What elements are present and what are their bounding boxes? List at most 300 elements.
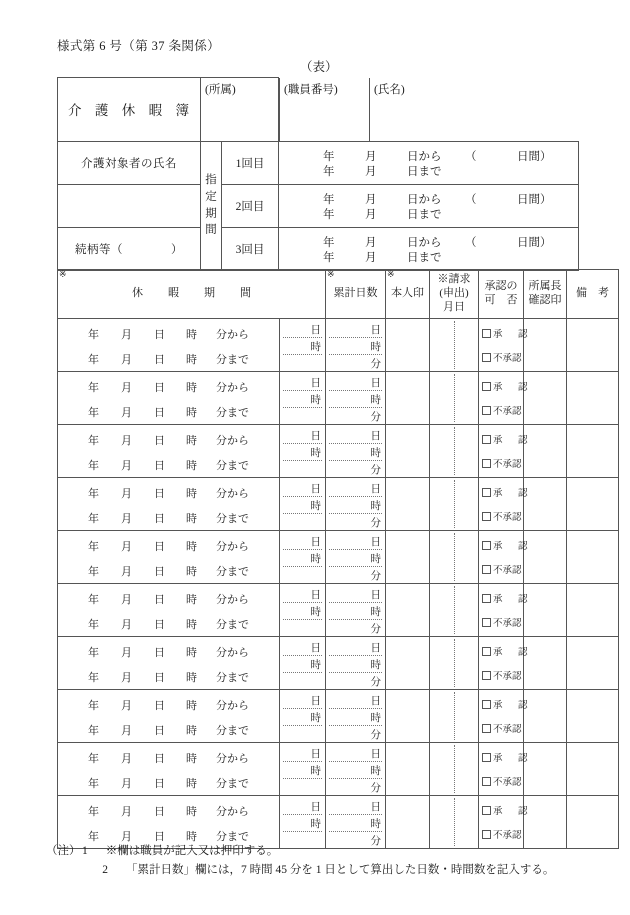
header-cumulative-days (326, 270, 386, 319)
request-date-cell[interactable] (430, 584, 479, 637)
mark-asterisk-seal: ※ (387, 269, 395, 279)
checkbox-icon[interactable] (482, 435, 491, 444)
cumulative-divider-1 (329, 390, 382, 391)
row-to-year: 年 (88, 831, 99, 843)
cumulative-unit-day: 日 (370, 696, 381, 707)
checkbox-icon[interactable] (482, 724, 491, 733)
cumulative-unit-day: 日 (370, 749, 381, 760)
leave-period-cell[interactable] (58, 372, 280, 425)
occ2-from-year: 年 (323, 193, 335, 206)
cumulative-days-cell[interactable] (326, 690, 386, 743)
row-from-hour: 時 (186, 594, 197, 606)
checkbox-icon[interactable] (482, 700, 491, 709)
approve-checkbox-row[interactable] (482, 594, 531, 606)
note-1-text: ※欄は職員が記入又は押印する。 (105, 845, 279, 857)
duration-unit-hour: 時 (310, 713, 321, 724)
approval-cell[interactable] (479, 478, 531, 531)
care-target-name-input[interactable] (58, 184, 201, 227)
remarks-cell[interactable] (567, 319, 619, 372)
duration-unit-hour: 時 (310, 819, 321, 830)
row-to-year: 年 (88, 619, 99, 631)
note-2 (46, 861, 554, 880)
row-from-minute: 分から (216, 753, 249, 765)
header-approval (479, 270, 524, 319)
cumulative-unit-minute: 分 (370, 412, 381, 423)
mark-asterisk-cumulative: ※ (327, 269, 335, 279)
occurrence-row-2 (58, 184, 579, 227)
occ3-to-month: 月 (365, 251, 377, 264)
approve-checkbox-row[interactable] (482, 541, 531, 553)
row-from-year: 年 (88, 700, 99, 712)
row-to-month: 月 (121, 566, 132, 578)
occ1-paren-open: （ (465, 150, 477, 163)
row-to-hour: 時 (186, 778, 197, 790)
occ3-from-day: 日から (407, 236, 442, 249)
duration-unit-hour: 時 (310, 342, 321, 353)
duration-unit-day: 日 (310, 431, 321, 442)
cumulative-unit-hour: 時 (370, 448, 381, 459)
checkbox-icon[interactable] (482, 459, 491, 468)
supervisor-seal-cell[interactable] (524, 319, 567, 372)
row-to-year: 年 (88, 407, 99, 419)
approval-cell[interactable] (479, 531, 531, 584)
checkbox-icon[interactable] (482, 382, 491, 391)
cumulative-unit-day: 日 (370, 484, 381, 495)
cumulative-unit-minute: 分 (370, 730, 381, 741)
duration-unit-day: 日 (310, 696, 321, 707)
header-supervisor-line2: 確認印 (528, 294, 562, 306)
cumulative-unit-minute: 分 (370, 677, 381, 688)
reject-checkbox-row[interactable] (482, 777, 522, 789)
approve-checkbox-row[interactable] (482, 806, 531, 818)
leave-period-cell[interactable] (58, 743, 280, 796)
cumulative-unit-minute: 分 (370, 836, 381, 847)
row-to-month: 月 (121, 672, 132, 684)
duration-unit-day: 日 (310, 590, 321, 601)
row-from-hour: 時 (186, 329, 197, 341)
cumulative-divider-1 (329, 337, 382, 338)
row-to-minute: 分まで (216, 619, 249, 631)
occ2-to-month: 月 (365, 208, 377, 221)
approval-cell[interactable] (479, 690, 531, 743)
duration-divider-1 (283, 708, 322, 709)
row-from-month: 月 (121, 647, 132, 659)
reject-checkbox-row[interactable] (482, 459, 522, 471)
row-from-day: 日 (154, 594, 165, 606)
request-date-cell[interactable] (430, 743, 479, 796)
occ2-to-day: 日まで (407, 208, 442, 221)
approval-cell[interactable] (479, 743, 531, 796)
reject-checkbox-row[interactable] (482, 406, 522, 418)
row-to-day: 日 (154, 407, 165, 419)
checkbox-icon[interactable] (482, 830, 491, 839)
label-relationship[interactable]: 続柄等（ ） (58, 227, 201, 270)
duration-unit-day: 日 (310, 749, 321, 760)
row-from-minute: 分から (216, 382, 249, 394)
cumulative-divider-1 (329, 708, 382, 709)
cumulative-days-cell[interactable] (326, 372, 386, 425)
cumulative-divider-1 (329, 602, 382, 603)
request-date-cell[interactable] (430, 425, 479, 478)
employee-seal-cell[interactable] (386, 372, 430, 425)
duration-divider-1 (283, 655, 322, 656)
table-row (58, 796, 619, 849)
approve-checkbox-row[interactable] (482, 753, 531, 765)
occurrence-period-3[interactable] (279, 227, 579, 270)
cumulative-unit-hour: 時 (370, 766, 381, 777)
row-to-hour: 時 (186, 354, 197, 366)
row-from-month: 月 (121, 753, 132, 765)
cumulative-unit-day: 日 (370, 643, 381, 654)
checkbox-icon[interactable] (482, 565, 491, 574)
supervisor-seal-cell[interactable] (524, 584, 567, 637)
cumulative-divider-2 (329, 354, 382, 355)
approval-cell[interactable] (479, 637, 531, 690)
table-row (58, 319, 619, 372)
occ3-from-month: 月 (365, 236, 377, 249)
row-from-year: 年 (88, 541, 99, 553)
supervisor-seal-cell[interactable] (524, 796, 567, 849)
reject-label: 不承認 (493, 513, 522, 523)
request-date-cell[interactable] (430, 531, 479, 584)
occ3-to-year: 年 (323, 251, 335, 264)
occ2-from-month: 月 (365, 193, 377, 206)
approval-cell[interactable] (479, 796, 531, 849)
occurrence-period-2[interactable] (279, 184, 579, 227)
remarks-cell[interactable] (567, 743, 619, 796)
checkbox-icon[interactable] (482, 512, 491, 521)
row-from-minute: 分から (216, 647, 249, 659)
remarks-cell[interactable] (567, 531, 619, 584)
leave-period-cell[interactable] (58, 690, 280, 743)
checkbox-icon[interactable] (482, 594, 491, 603)
request-date-divider (454, 586, 455, 634)
duration-divider-2 (283, 460, 322, 461)
cumulative-days-cell[interactable] (326, 584, 386, 637)
occ1-to-month: 月 (365, 165, 377, 178)
reject-checkbox-row[interactable] (482, 830, 522, 842)
cumulative-divider-2 (329, 566, 382, 567)
request-date-cell[interactable] (430, 372, 479, 425)
duration-cell[interactable] (280, 637, 326, 690)
supervisor-seal-cell[interactable] (524, 690, 567, 743)
row-to-day: 日 (154, 619, 165, 631)
supervisor-seal-cell[interactable] (524, 531, 567, 584)
row-to-year: 年 (88, 725, 99, 737)
duration-cell[interactable] (280, 319, 326, 372)
request-date-divider (454, 692, 455, 740)
request-date-cell[interactable] (430, 637, 479, 690)
remarks-cell[interactable] (567, 690, 619, 743)
field-shozoku[interactable]: (所属) (201, 78, 279, 142)
cumulative-days-cell[interactable] (326, 425, 386, 478)
row-to-month: 月 (121, 725, 132, 737)
field-employee-number[interactable]: (職員番号) (280, 78, 370, 141)
leave-period-cell[interactable] (58, 531, 280, 584)
supervisor-seal-cell[interactable] (524, 425, 567, 478)
side-label: （表） (300, 60, 338, 74)
cumulative-unit-day: 日 (370, 325, 381, 336)
row-from-month: 月 (121, 435, 132, 447)
leave-period-cell[interactable] (58, 478, 280, 531)
request-date-divider (454, 321, 455, 369)
row-from-day: 日 (154, 806, 165, 818)
header-cumulative-days-label: 累計日数 (333, 287, 378, 300)
cumulative-days-cell[interactable] (326, 743, 386, 796)
row-to-hour: 時 (186, 831, 197, 843)
row-to-hour: 時 (186, 672, 197, 684)
approve-label: 承 認 (493, 330, 531, 340)
row-from-month: 月 (121, 700, 132, 712)
approval-cell[interactable] (479, 372, 531, 425)
designated-period-char-4: 間 (205, 224, 217, 237)
row-to-day: 日 (154, 725, 165, 737)
reject-checkbox-row[interactable] (482, 671, 522, 683)
reject-label: 不承認 (493, 672, 522, 682)
row-to-minute: 分まで (216, 566, 249, 578)
duration-unit-hour: 時 (310, 660, 321, 671)
supervisor-seal-cell[interactable] (524, 478, 567, 531)
row-from-day: 日 (154, 647, 165, 659)
employee-seal-cell[interactable] (386, 478, 430, 531)
reject-checkbox-row[interactable] (482, 618, 522, 630)
checkbox-icon[interactable] (482, 406, 491, 415)
checkbox-icon[interactable] (482, 753, 491, 762)
row-from-minute: 分から (216, 435, 249, 447)
cumulative-divider-1 (329, 443, 382, 444)
approve-checkbox-row[interactable] (482, 700, 531, 712)
row-from-month: 月 (121, 382, 132, 394)
approve-label: 承 認 (493, 489, 531, 499)
row-from-month: 月 (121, 594, 132, 606)
reject-checkbox-row[interactable] (482, 565, 522, 577)
row-from-hour: 時 (186, 700, 197, 712)
duration-divider-2 (283, 778, 322, 779)
remarks-cell[interactable] (567, 796, 619, 849)
row-from-day: 日 (154, 541, 165, 553)
table-row (58, 478, 619, 531)
occ3-days-unit: 日間） (517, 236, 552, 249)
reject-label: 不承認 (493, 725, 522, 735)
note-prefix: （注） (46, 845, 81, 857)
cumulative-divider-2 (329, 619, 382, 620)
approval-cell[interactable] (479, 425, 531, 478)
reject-label: 不承認 (493, 831, 522, 841)
checkbox-icon[interactable] (482, 488, 491, 497)
remarks-cell[interactable] (567, 584, 619, 637)
cumulative-divider-2 (329, 407, 382, 408)
note-1 (46, 842, 554, 861)
cumulative-divider-2 (329, 672, 382, 673)
cumulative-divider-1 (329, 496, 382, 497)
occ3-to-day: 日まで (407, 251, 442, 264)
cumulative-unit-day: 日 (370, 378, 381, 389)
approve-label: 承 認 (493, 436, 531, 446)
supervisor-seal-cell[interactable] (524, 743, 567, 796)
designated-period-char-1: 指 (205, 174, 217, 187)
occurrence-period-1[interactable] (279, 141, 579, 184)
header-leave-period (58, 270, 326, 319)
checkbox-icon[interactable] (482, 806, 491, 815)
occ1-to-year: 年 (323, 165, 335, 178)
cumulative-days-cell[interactable] (326, 531, 386, 584)
table-row (58, 425, 619, 478)
supervisor-seal-cell[interactable] (524, 637, 567, 690)
field-name[interactable]: (氏名) (370, 78, 579, 141)
duration-cell[interactable] (280, 372, 326, 425)
request-date-cell[interactable] (430, 319, 479, 372)
table-row (58, 637, 619, 690)
checkbox-icon[interactable] (482, 353, 491, 362)
employee-seal-cell[interactable] (386, 531, 430, 584)
occ1-days-unit: 日間） (517, 150, 552, 163)
duration-divider-2 (283, 831, 322, 832)
leave-period-cell[interactable] (58, 425, 280, 478)
row-from-year: 年 (88, 435, 99, 447)
cumulative-days-cell[interactable] (326, 319, 386, 372)
header-supervisor-line1: 所属長 (528, 280, 562, 293)
remarks-cell[interactable] (567, 478, 619, 531)
reject-checkbox-row[interactable] (482, 353, 522, 365)
duration-unit-day: 日 (310, 484, 321, 495)
header-employee-seal (386, 270, 430, 319)
occurrence-row-1 (58, 141, 579, 184)
checkbox-icon[interactable] (482, 541, 491, 550)
cumulative-days-cell[interactable] (326, 796, 386, 849)
employee-seal-cell[interactable] (386, 425, 430, 478)
duration-cell[interactable] (280, 478, 326, 531)
duration-cell[interactable] (280, 743, 326, 796)
cumulative-days-cell[interactable] (326, 637, 386, 690)
duration-cell[interactable] (280, 425, 326, 478)
cumulative-divider-1 (329, 549, 382, 550)
checkbox-icon[interactable] (482, 647, 491, 656)
approval-cell[interactable] (479, 584, 531, 637)
employee-seal-cell[interactable] (386, 690, 430, 743)
row-to-hour: 時 (186, 566, 197, 578)
duration-cell[interactable] (280, 584, 326, 637)
cumulative-unit-minute: 分 (370, 465, 381, 476)
row-from-year: 年 (88, 488, 99, 500)
row-to-month: 月 (121, 778, 132, 790)
checkbox-icon[interactable] (482, 671, 491, 680)
employee-seal-cell[interactable] (386, 319, 430, 372)
row-to-day: 日 (154, 778, 165, 790)
request-date-cell[interactable] (430, 478, 479, 531)
remarks-cell[interactable] (567, 425, 619, 478)
occ1-to-day: 日まで (407, 165, 442, 178)
duration-divider-1 (283, 814, 322, 815)
occ3-from-year: 年 (323, 236, 335, 249)
form-title: 介 護 休 暇 簿 (58, 78, 201, 142)
duration-divider-2 (283, 725, 322, 726)
request-date-divider (454, 639, 455, 687)
designated-period-char-2: 定 (205, 190, 217, 203)
checkbox-icon[interactable] (482, 618, 491, 627)
reject-checkbox-row[interactable] (482, 724, 522, 736)
reject-label: 不承認 (493, 354, 522, 364)
cumulative-unit-hour: 時 (370, 395, 381, 406)
field-shokuin-shimei-group (279, 78, 579, 142)
supervisor-seal-cell[interactable] (524, 372, 567, 425)
duration-divider-2 (283, 566, 322, 567)
occ2-days-unit: 日間） (517, 193, 552, 206)
row-to-month: 月 (121, 619, 132, 631)
cumulative-days-cell[interactable] (326, 478, 386, 531)
header-request-date (430, 270, 479, 319)
request-date-cell[interactable] (430, 796, 479, 849)
row-from-day: 日 (154, 382, 165, 394)
approve-checkbox-row[interactable] (482, 488, 531, 500)
ledger-body (58, 319, 619, 849)
employee-seal-cell[interactable] (386, 796, 430, 849)
row-from-minute: 分から (216, 488, 249, 500)
duration-unit-hour: 時 (310, 501, 321, 512)
row-from-hour: 時 (186, 647, 197, 659)
row-to-minute: 分まで (216, 725, 249, 737)
row-from-month: 月 (121, 329, 132, 341)
duration-unit-day: 日 (310, 378, 321, 389)
row-to-year: 年 (88, 672, 99, 684)
reject-checkbox-row[interactable] (482, 512, 522, 524)
employee-seal-cell[interactable] (386, 743, 430, 796)
employee-seal-cell[interactable] (386, 637, 430, 690)
cumulative-unit-hour: 時 (370, 819, 381, 830)
approve-checkbox-row[interactable] (482, 435, 531, 447)
remarks-cell[interactable] (567, 372, 619, 425)
checkbox-icon[interactable] (482, 329, 491, 338)
leave-period-cell[interactable] (58, 319, 280, 372)
row-to-hour: 時 (186, 619, 197, 631)
duration-unit-day: 日 (310, 325, 321, 336)
note-2-number: 2 (102, 863, 108, 876)
approval-cell[interactable] (479, 319, 531, 372)
row-to-hour: 時 (186, 407, 197, 419)
row-to-month: 月 (121, 460, 132, 472)
request-date-cell[interactable] (430, 690, 479, 743)
occurrence-label-2: 2回目 (222, 184, 279, 227)
duration-cell[interactable] (280, 531, 326, 584)
duration-unit-hour: 時 (310, 607, 321, 618)
notes-block (46, 842, 554, 880)
employee-seal-cell[interactable] (386, 584, 430, 637)
approve-checkbox-row[interactable] (482, 647, 531, 659)
duration-divider-1 (283, 390, 322, 391)
cumulative-divider-2 (329, 831, 382, 832)
duration-divider-2 (283, 672, 322, 673)
cumulative-unit-hour: 時 (370, 607, 381, 618)
row-from-day: 日 (154, 700, 165, 712)
leave-period-cell[interactable] (58, 637, 280, 690)
leave-period-cell[interactable] (58, 584, 280, 637)
duration-cell[interactable] (280, 690, 326, 743)
row-from-minute: 分から (216, 541, 249, 553)
row-to-minute: 分まで (216, 831, 249, 843)
approve-checkbox-row[interactable] (482, 382, 531, 394)
leave-period-cell[interactable] (58, 796, 280, 849)
approve-checkbox-row[interactable] (482, 329, 531, 341)
ledger-header-row (58, 270, 619, 319)
remarks-cell[interactable] (567, 637, 619, 690)
row-to-hour: 時 (186, 513, 197, 525)
cumulative-unit-hour: 時 (370, 713, 381, 724)
checkbox-icon[interactable] (482, 777, 491, 786)
row-to-month: 月 (121, 354, 132, 366)
duration-cell[interactable] (280, 796, 326, 849)
row-from-hour: 時 (186, 806, 197, 818)
row-from-hour: 時 (186, 488, 197, 500)
header-employee-seal-label: 本人印 (391, 287, 424, 300)
